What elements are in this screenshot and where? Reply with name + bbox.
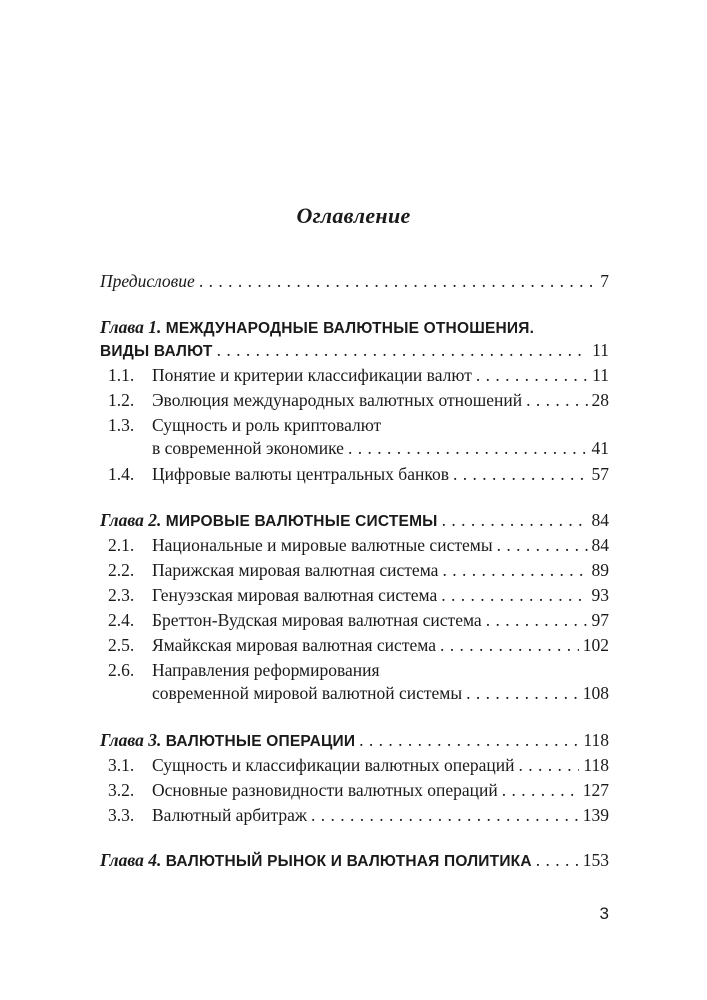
section-label-line2: в современной экономике xyxy=(152,438,344,458)
toc-page-number: 11 xyxy=(592,365,609,385)
dot-leader xyxy=(536,849,579,871)
section-number: 2.4. xyxy=(108,610,135,630)
toc-page-number: 108 xyxy=(582,683,609,703)
toc-entry-2-6-line2[interactable] xyxy=(100,682,609,704)
section-number: 1.1. xyxy=(108,365,135,385)
dot-leader xyxy=(217,339,589,361)
toc-entry-1-3[interactable] xyxy=(100,414,609,436)
dot-leader xyxy=(359,729,579,751)
section-label-line2: современной мировой валютной системы xyxy=(152,683,463,703)
section-number: 3.2. xyxy=(108,780,135,800)
toc-entry-1-1[interactable] xyxy=(100,364,609,386)
page-title: Оглавление xyxy=(296,203,411,228)
section-number: 1.4. xyxy=(108,464,135,484)
section-number: 1.3. xyxy=(108,415,135,435)
section-label: Валютный арбитраж xyxy=(152,805,307,825)
dot-leader xyxy=(519,754,580,776)
dot-leader xyxy=(497,534,588,556)
section-number: 1.2. xyxy=(108,390,135,410)
toc-page-number: 102 xyxy=(582,635,609,655)
chapter-title: МЕЖДУНАРОДНЫЕ ВАЛЮТНЫЕ ОТНОШЕНИЯ. xyxy=(165,320,535,337)
section-label: Цифровые валюты центральных банков xyxy=(152,464,449,484)
toc-page-number: 127 xyxy=(582,780,609,800)
dot-leader xyxy=(486,609,588,631)
chapter-3-heading[interactable] xyxy=(100,729,609,753)
toc-page-number: 11 xyxy=(592,340,609,360)
section-label: Бреттон-Вудская мировая валютная система xyxy=(152,610,482,630)
toc-entry-2-6[interactable] xyxy=(100,659,609,681)
section-number: 2.3. xyxy=(108,585,135,605)
section-label: Ямайкская мировая валютная система xyxy=(152,635,436,655)
toc-entry-1-3-line2[interactable] xyxy=(100,437,609,459)
chapter-title: ВАЛЮТНЫЙ РЫНОК И ВАЛЮТНАЯ ПОЛИТИКА xyxy=(165,853,532,870)
chapter-prefix: Глава 2. xyxy=(100,510,162,530)
page-number: 3 xyxy=(599,904,609,923)
toc-entry-2-4[interactable] xyxy=(100,609,609,631)
chapter-title-line2: ВИДЫ ВАЛЮТ xyxy=(100,343,213,360)
toc-entry-2-2[interactable] xyxy=(100,559,609,581)
toc-entry-2-5[interactable] xyxy=(100,634,609,656)
section-label: Национальные и мировые валютные системы xyxy=(152,535,493,555)
dot-leader xyxy=(199,270,596,292)
toc-page-number: 84 xyxy=(591,535,609,555)
toc-page-number: 139 xyxy=(582,805,609,825)
dot-leader xyxy=(453,463,588,485)
toc-entry-1-4[interactable] xyxy=(100,463,609,485)
dot-leader xyxy=(442,509,588,531)
section-label: Понятие и критерии классификации валют xyxy=(152,365,472,385)
chapter-4-heading[interactable] xyxy=(100,849,609,873)
section-label: Сущность и роль криптовалют xyxy=(152,415,382,435)
section-number: 3.3. xyxy=(108,805,135,825)
chapter-1-heading[interactable] xyxy=(100,316,609,340)
section-number: 2.5. xyxy=(108,635,135,655)
dot-leader xyxy=(441,584,587,606)
chapter-2-heading[interactable] xyxy=(100,509,609,533)
section-number: 2.6. xyxy=(108,660,135,680)
section-label: Направления реформирования xyxy=(152,660,380,680)
toc-page-number: 7 xyxy=(600,271,609,291)
section-label: Основные разновидности валютных операций xyxy=(152,780,498,800)
toc-page-number: 57 xyxy=(591,464,609,484)
section-number: 2.1. xyxy=(108,535,135,555)
section-label: Генуэзская мировая валютная система xyxy=(152,585,438,605)
toc-page-number: 84 xyxy=(591,510,609,530)
dot-leader xyxy=(526,389,587,411)
dot-leader xyxy=(466,682,579,704)
toc-entry-3-2[interactable] xyxy=(100,779,609,801)
chapter-title: МИРОВЫЕ ВАЛЮТНЫЕ СИСТЕМЫ xyxy=(165,513,438,530)
toc-page-number: 89 xyxy=(591,560,609,580)
dot-leader xyxy=(348,437,588,459)
toc-page-number: 118 xyxy=(583,755,609,775)
toc-page-number: 153 xyxy=(582,850,609,870)
toc-page-number: 93 xyxy=(591,585,609,605)
dot-leader xyxy=(440,634,579,656)
toc-page-number: 97 xyxy=(591,610,609,630)
dot-leader xyxy=(476,364,588,386)
toc-page-number: 28 xyxy=(591,390,609,410)
toc-page-number: 118 xyxy=(583,730,609,750)
chapter-title: ВАЛЮТНЫЕ ОПЕРАЦИИ xyxy=(165,733,356,750)
chapter-prefix: Глава 4. xyxy=(100,850,162,870)
section-label: Эволюция международных валютных отношений xyxy=(152,390,523,410)
toc-entry-3-1[interactable] xyxy=(100,754,609,776)
toc-entry-label: Предисловие xyxy=(100,271,195,291)
chapter-1-heading-line2[interactable] xyxy=(100,339,609,363)
section-number: 2.2. xyxy=(108,560,135,580)
section-number: 3.1. xyxy=(108,755,135,775)
chapter-prefix: Глава 1. xyxy=(100,317,162,337)
dot-leader xyxy=(311,804,579,826)
toc-entry-2-1[interactable] xyxy=(100,534,609,556)
dot-leader xyxy=(442,559,587,581)
dot-leader xyxy=(502,779,579,801)
toc-entry-2-3[interactable] xyxy=(100,584,609,606)
section-label: Сущность и классификации валютных операций xyxy=(152,755,515,775)
toc-page-number: 41 xyxy=(591,438,609,458)
toc-entry-3-3[interactable] xyxy=(100,804,609,826)
chapter-prefix: Глава 3. xyxy=(100,730,162,750)
section-label: Парижская мировая валютная система xyxy=(152,560,439,580)
toc-entry-1-2[interactable] xyxy=(100,389,609,411)
toc-entry-preface[interactable] xyxy=(100,270,609,292)
